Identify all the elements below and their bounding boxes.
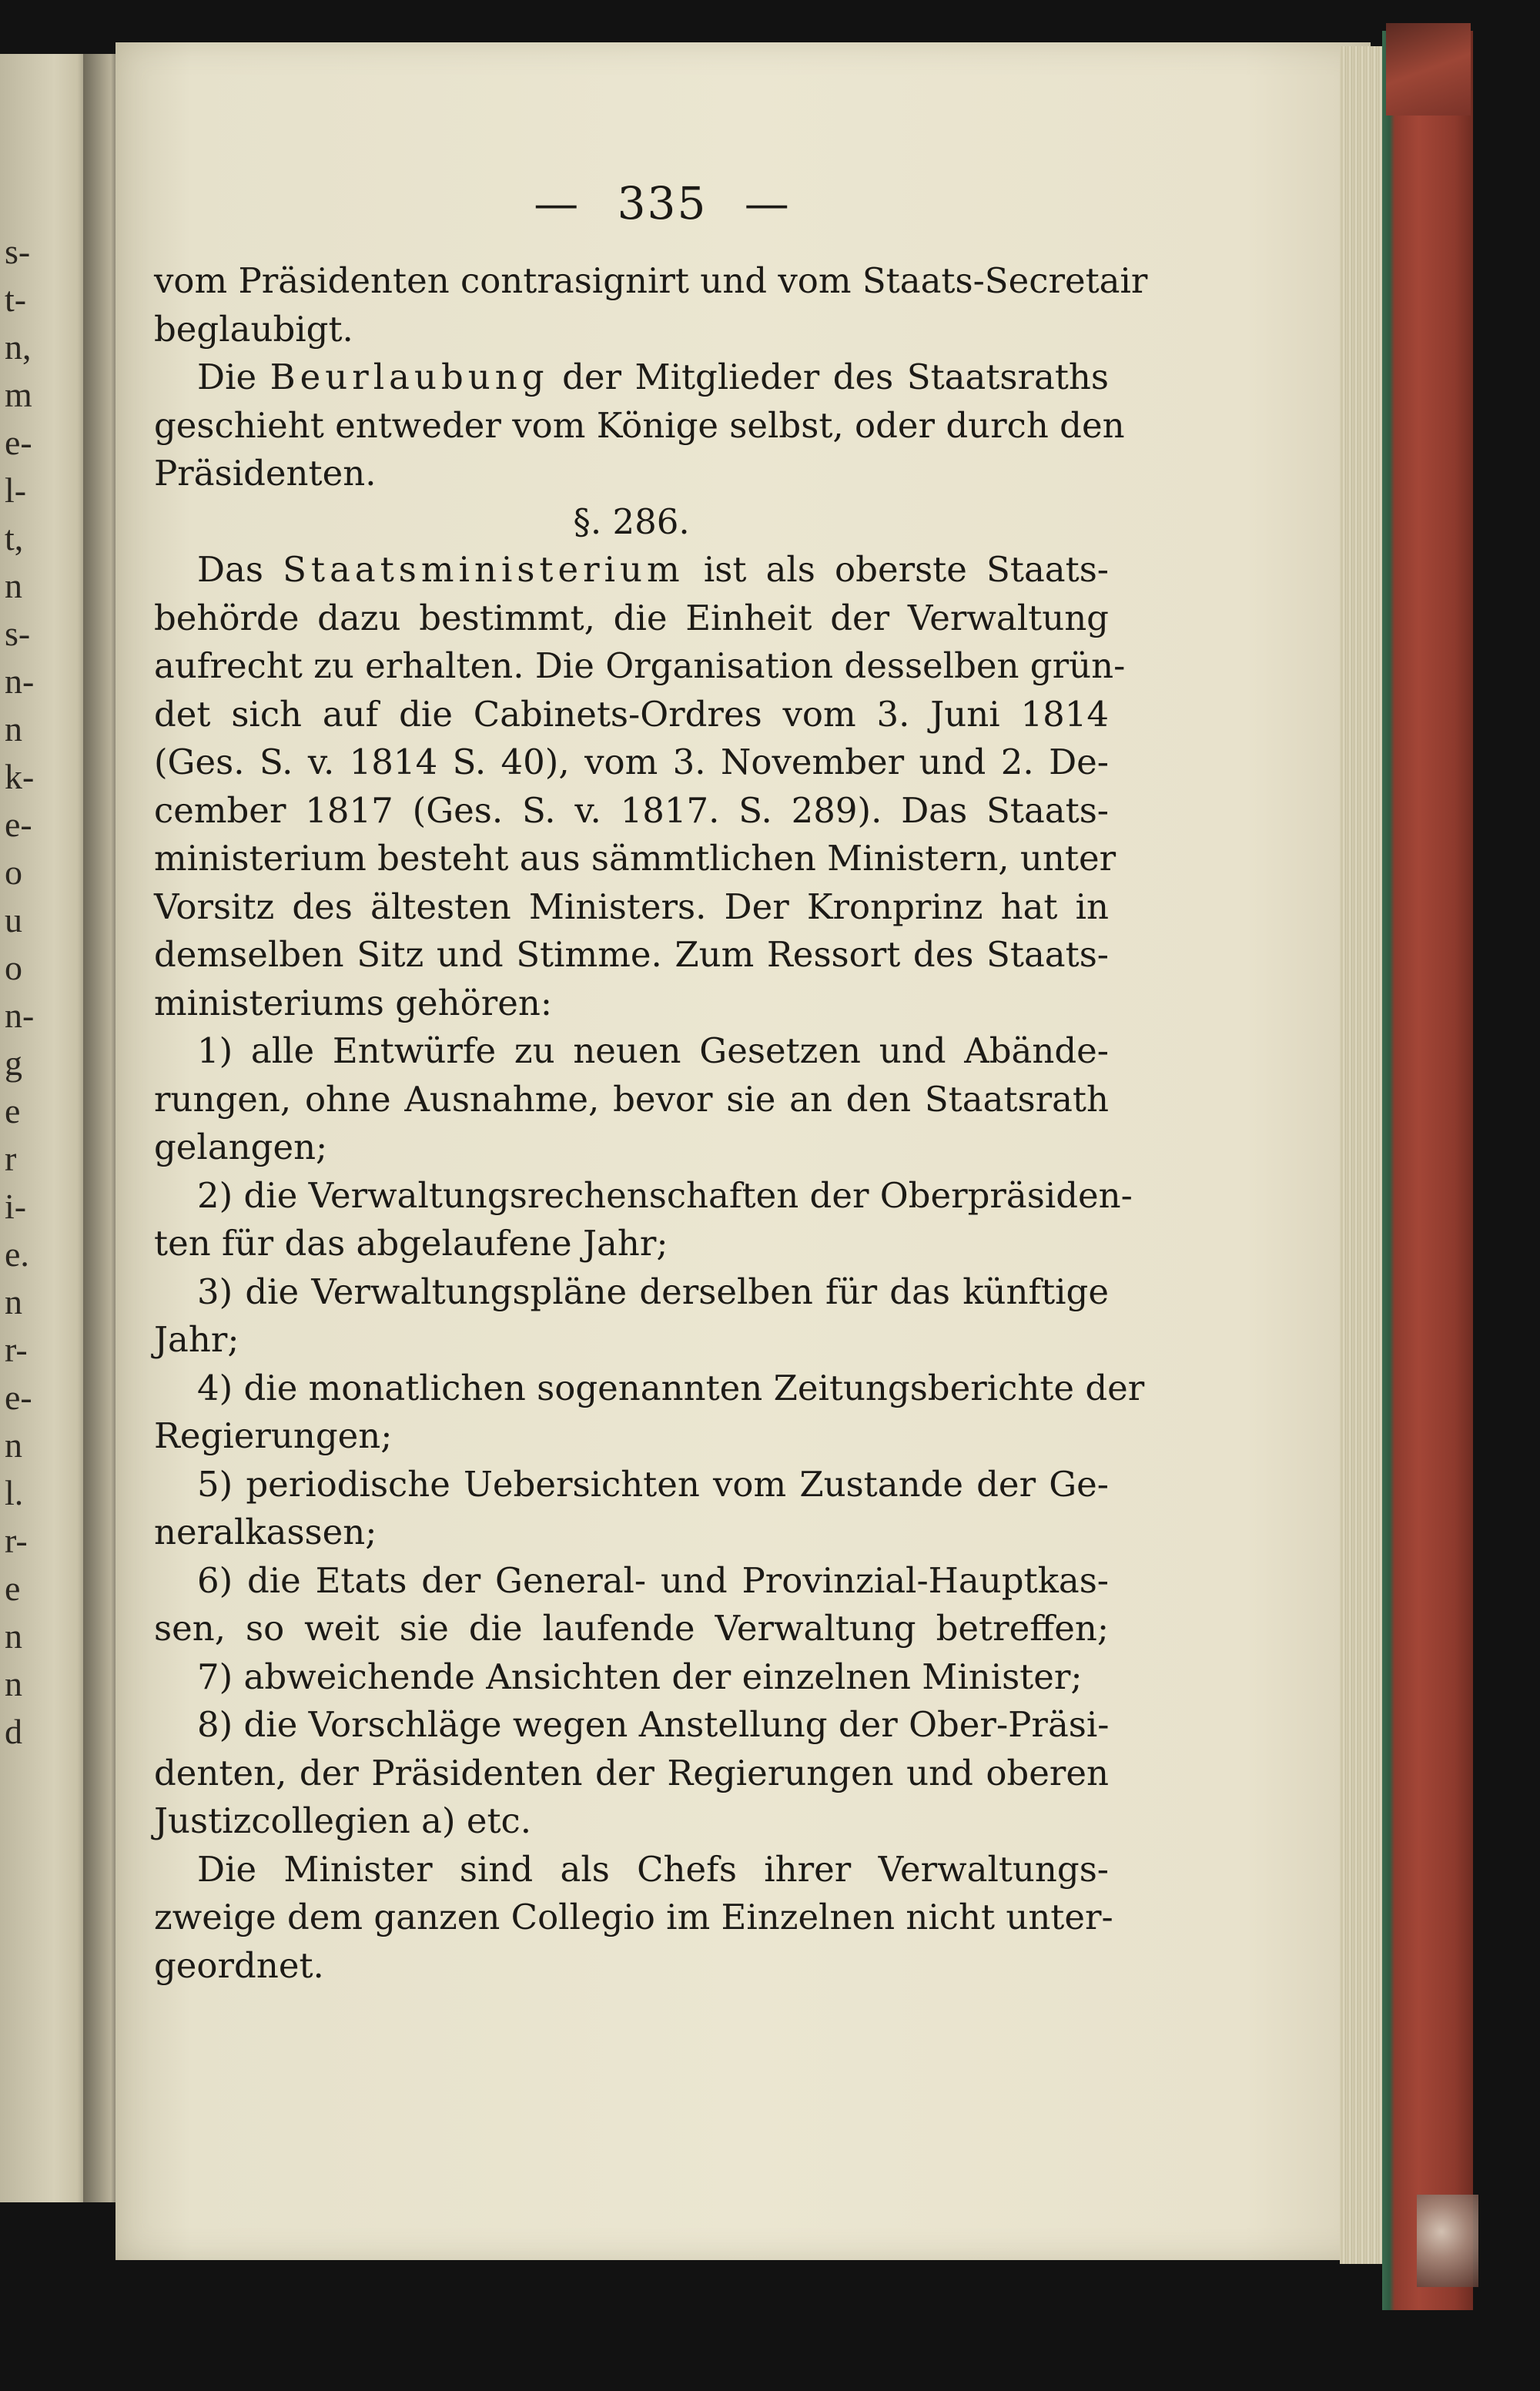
text-line <box>154 1846 1109 1894</box>
text-segment: geordnet. <box>154 1944 324 1986</box>
text-segment: Präsidenten. <box>154 453 377 494</box>
text-segment: 8) die Vorschläge wegen Anstellung der Ober-Präsi- <box>197 1704 1110 1745</box>
text-line <box>154 1942 1109 1991</box>
text-line <box>154 1557 1109 1606</box>
left-margin-fragment: n <box>5 1616 22 1656</box>
left-margin-fragment: r- <box>5 1330 28 1369</box>
text-segment: beglaubigt. <box>154 308 353 350</box>
page-text-block <box>154 154 1148 1990</box>
left-margin-fragment: e <box>5 1091 21 1130</box>
text-segment: zweige dem ganzen Collegio im Einzelnen nicht unter- <box>154 1897 1113 1937</box>
left-margin-fragment: e- <box>5 1378 32 1417</box>
text-line <box>154 1220 1109 1268</box>
text-line <box>154 1509 1109 1557</box>
text-segment: gelangen; <box>154 1127 328 1167</box>
text-segment: Regierungen; <box>154 1415 393 1456</box>
left-margin-fragment: n- <box>5 661 35 701</box>
text-line <box>154 1653 1109 1702</box>
text-segment: demselben Sitz und Stimme. Zum Ressort des Staats- <box>154 934 1109 975</box>
text-line <box>154 450 1109 498</box>
text-segment: 6) die Etats der General- und Provinzial-Hauptkas- <box>197 1559 1109 1601</box>
spaced-emphasis: Staatsministerium <box>283 549 685 590</box>
left-margin-fragment: s- <box>5 232 31 271</box>
text-segment: Die <box>197 357 270 397</box>
left-margin-fragment: i- <box>5 1187 27 1226</box>
page-header <box>277 177 1047 229</box>
text-line <box>154 1797 1109 1846</box>
text-line <box>154 1316 1109 1365</box>
text-segment: 3) die Verwaltungspläne derselben für das künftige <box>197 1271 1109 1312</box>
left-margin-fragment: r <box>5 1139 17 1178</box>
binding-board <box>1382 31 1473 2310</box>
text-line <box>154 691 1109 739</box>
text-segment: ten für das abgelaufene Jahr; <box>154 1223 668 1264</box>
left-margin-fragment: o <box>5 948 22 987</box>
text-segment: Jahr; <box>154 1319 239 1360</box>
left-margin-fragment: n <box>5 709 22 748</box>
text-segment: 5) periodische Uebersichten vom Zustande der Ge- <box>197 1463 1109 1505</box>
text-segment: cember 1817 (Ges. S. v. 1817. S. 289). Das Staats- <box>154 789 1109 831</box>
left-margin-fragment: r- <box>5 1521 28 1560</box>
text-segment: rungen, ohne Ausnahme, bevor sie an den Staatsrath <box>154 1078 1109 1120</box>
text-line <box>154 546 1109 594</box>
text-line <box>154 353 1109 402</box>
text-line <box>154 402 1125 450</box>
text-segment: ministeriums gehören: <box>154 982 552 1023</box>
left-margin-fragment: e <box>5 1569 21 1608</box>
text-segment: denten, der Präsidenten der Regierungen und oberen <box>154 1752 1109 1793</box>
text-line <box>154 1365 1145 1413</box>
left-margin-fragment: n- <box>5 996 35 1035</box>
text-segment: §. 286. <box>573 501 690 542</box>
binding-corner-top <box>1386 23 1471 116</box>
text-segment: der Mitglieder des Staatsraths <box>548 357 1109 397</box>
text-segment: (Ges. S. v. 1814 S. 40), vom 3. November und 2. De- <box>154 742 1109 782</box>
text-line <box>154 835 1116 883</box>
text-line <box>154 1605 1109 1653</box>
left-margin-fragment: e- <box>5 423 32 462</box>
header-dash-right: — <box>744 177 791 229</box>
text-segment: neralkassen; <box>154 1512 377 1552</box>
header-dash-left: — <box>534 177 581 229</box>
text-line <box>154 1701 1109 1750</box>
left-margin-fragment: n <box>5 1425 22 1465</box>
left-margin-fragment: n, <box>5 327 32 367</box>
text-line <box>154 1750 1109 1798</box>
text-line <box>154 642 1126 691</box>
text-line <box>154 1894 1113 1942</box>
text-segment: Die Minister sind als Chefs ihrer Verwaltungs- <box>197 1848 1109 1890</box>
body-text <box>154 257 1148 1990</box>
text-segment: aufrecht zu erhalten. Die Organisation desselben grün- <box>154 645 1126 686</box>
left-margin-fragment: o <box>5 852 22 892</box>
text-line <box>154 1124 1109 1172</box>
left-margin-fragment: n <box>5 1664 22 1703</box>
left-margin-fragment: g <box>5 1043 22 1083</box>
text-line <box>154 1268 1109 1317</box>
left-margin-fragment: d <box>5 1712 22 1751</box>
binding-corner-bottom <box>1417 2195 1478 2287</box>
text-segment: ministerium besteht aus sämmtlichen Ministern, unter <box>154 838 1116 879</box>
left-margin-fragment: k- <box>5 757 35 796</box>
text-line <box>154 738 1109 787</box>
left-margin-fragment: e- <box>5 805 32 844</box>
text-line <box>154 1461 1109 1509</box>
left-margin-fragment: s- <box>5 614 31 653</box>
left-page-edge <box>0 54 91 2202</box>
left-margin-fragment: n <box>5 566 22 605</box>
left-margin-fragment: t- <box>5 280 27 319</box>
text-line <box>154 257 1148 306</box>
text-line <box>154 1172 1133 1221</box>
text-segment: 7) abweichende Ansichten der einzelnen Minister; <box>197 1656 1083 1697</box>
text-segment: Justizcollegien a) etc. <box>154 1800 532 1841</box>
text-line <box>154 883 1109 932</box>
page-edges <box>1340 46 1386 2264</box>
text-segment: 2) die Verwaltungsrechenschaften der Oberpräsiden- <box>197 1174 1133 1216</box>
text-line <box>154 980 1109 1028</box>
text-line <box>154 594 1109 643</box>
left-margin-fragment: l- <box>5 470 27 510</box>
text-line <box>154 1076 1109 1124</box>
text-segment: sen, so weit sie die laufende Verwaltung betreffen; <box>154 1608 1109 1649</box>
text-segment: vom Präsidenten contrasignirt und vom Staats-Secretair <box>154 260 1148 301</box>
left-margin-fragment: m <box>5 375 32 414</box>
text-line <box>154 306 1109 354</box>
text-segment: Vorsitz des ältesten Ministers. Der Kronprinz hat in <box>154 886 1109 927</box>
text-line <box>154 498 1109 547</box>
text-segment: Das <box>197 549 283 590</box>
left-margin-fragment: e. <box>5 1234 29 1274</box>
page-number: 335 <box>617 177 708 229</box>
text-line <box>154 931 1109 980</box>
text-segment: det sich auf die Cabinets-Ordres vom 3. Juni 1814 <box>154 693 1109 735</box>
text-segment: geschieht entweder vom Könige selbst, oder durch den <box>154 404 1125 446</box>
spaced-emphasis: Beurlaubung <box>270 357 549 397</box>
text-segment: behörde dazu bestimmt, die Einheit der Verwaltung <box>154 597 1109 638</box>
text-segment: 1) alle Entwürfe zu neuen Gesetzen und Abände- <box>197 1030 1109 1071</box>
text-line <box>154 1412 1109 1461</box>
text-segment: ist als oberste Staats- <box>684 549 1109 590</box>
text-segment: 4) die monatlichen sogenannten Zeitungsberichte der <box>197 1367 1145 1408</box>
left-margin-fragment: t, <box>5 518 24 558</box>
left-margin-fragment: n <box>5 1282 22 1321</box>
left-margin-fragment: u <box>5 900 22 939</box>
left-margin-fragment: l. <box>5 1473 24 1512</box>
text-line <box>154 1027 1109 1076</box>
text-line <box>154 787 1109 836</box>
